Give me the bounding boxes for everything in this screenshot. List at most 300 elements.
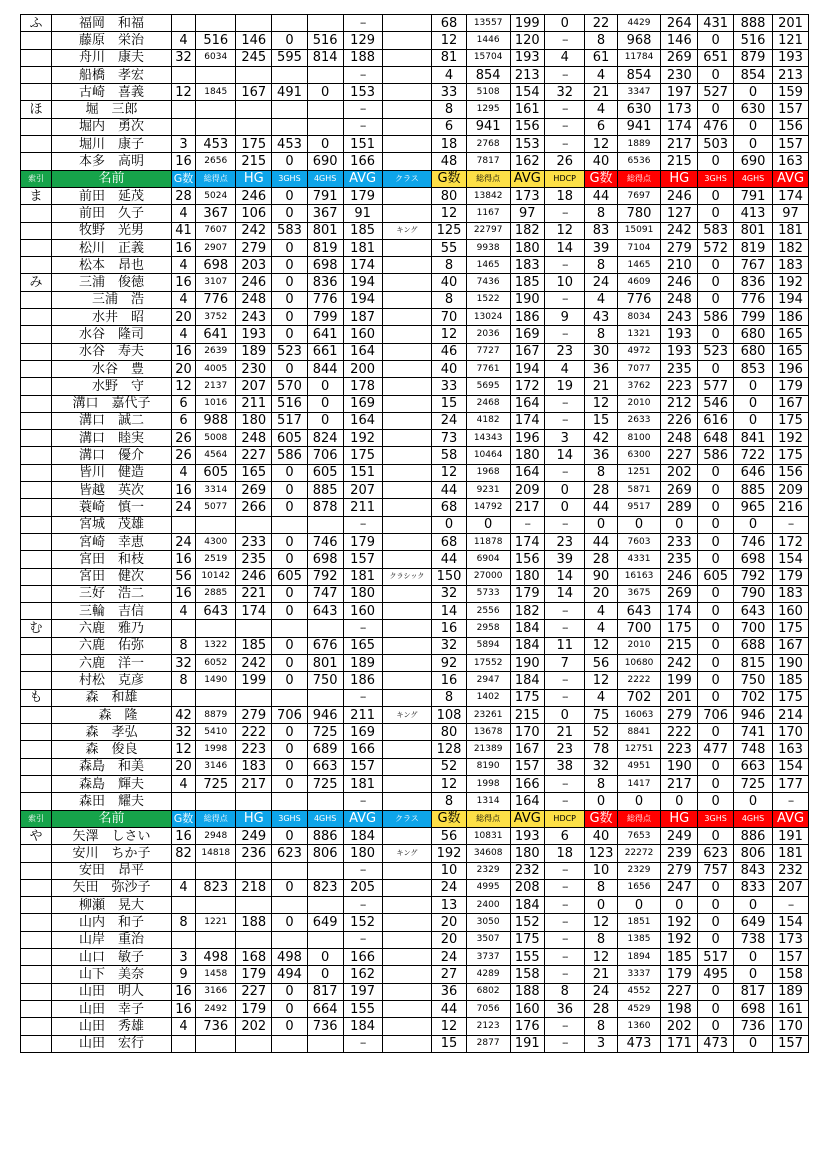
cell-ghs4-3: 690 [733,153,772,170]
cell-hg3: 243 [661,309,698,326]
cell-ghs4-1 [307,793,343,810]
cell-hg3: 233 [661,533,698,550]
cell-hg3: 179 [661,966,698,983]
cell-ghs3-3: 546 [698,395,734,412]
cell-g2: 15 [432,395,467,412]
cell-ghs3-3: 0 [698,482,734,499]
cell-ghs3-1: 0 [272,776,308,793]
cell-g1 [171,15,195,32]
cell-ghs4-3: 965 [733,499,772,516]
cell-avg2: 120 [510,32,545,49]
cell-hg1: 167 [236,84,272,101]
cell-ghs3-1: 0 [272,239,308,256]
cell-total3: 2633 [617,412,661,429]
cell-ghs4-3: 815 [733,654,772,671]
cell-total1: 1845 [196,84,236,101]
cell-avg3: 177 [773,776,809,793]
table-row [21,603,809,620]
cell-g3: 15 [585,412,617,429]
cell-total2: 0 [466,516,510,533]
cell-total3: 22272 [617,845,661,862]
cell-hg3: 226 [661,412,698,429]
cell-class [382,689,432,706]
cell-g1: 16 [171,585,195,602]
cell-total1: 1998 [196,741,236,758]
cell-class [382,603,432,620]
table-row [21,983,809,1000]
cell-g2: 92 [432,654,467,671]
cell-ghs3-3: 0 [698,32,734,49]
cell-name: 前田 久子 [52,205,172,222]
cell-total1 [196,101,236,118]
cell-name: 宮田 健次 [52,568,172,585]
cell-hdcp: 23 [545,741,585,758]
cell-hg3: 210 [661,257,698,274]
cell-avg2: 166 [510,776,545,793]
cell-total1: 1458 [196,966,236,983]
cell-hg3: 185 [661,949,698,966]
table-row [21,309,809,326]
cell-g1: 56 [171,568,195,585]
cell-hdcp: 4 [545,49,585,66]
cell-total2: 1465 [466,257,510,274]
cell-total1: 8879 [196,706,236,723]
table-row [21,551,809,568]
cell-hg1 [236,793,272,810]
cell-avg2: 215 [510,706,545,723]
cell-avg3: 165 [773,326,809,343]
cell-class [382,914,432,931]
cell-avg1: 160 [343,603,382,620]
cell-hdcp: 10 [545,274,585,291]
cell-hg3: 0 [661,793,698,810]
cell-ghs3-3: 0 [698,291,734,308]
table-row [21,724,809,741]
cell-class [382,257,432,274]
table-row [21,827,809,844]
header-total3: 総得点 [617,810,661,827]
cell-avg1: 188 [343,49,382,66]
cell-avg3: 173 [773,931,809,948]
cell-hg3: 217 [661,776,698,793]
table-row [21,758,809,775]
cell-avg1: -- [343,689,382,706]
cell-total2: 2947 [466,672,510,689]
cell-g2: 81 [432,49,467,66]
cell-g3: 83 [585,222,617,239]
cell-g1: 24 [171,533,195,550]
cell-hg1: 146 [236,32,272,49]
cell-avg1: 151 [343,136,382,153]
cell-total3: 4429 [617,15,661,32]
cell-ghs3-1 [272,931,308,948]
cell-ghs3-3: 0 [698,551,734,568]
cell-hdcp: 23 [545,343,585,360]
cell-total3: 6536 [617,153,661,170]
cell-g2: 18 [432,136,467,153]
cell-total3: 7104 [617,239,661,256]
cell-ghs3-3: 476 [698,118,734,135]
table-row [21,205,809,222]
cell-ghs4-3: 700 [733,620,772,637]
header-total3: 総得点 [617,170,661,187]
cell-total1: 725 [196,776,236,793]
cell-hg3: 198 [661,1000,698,1017]
cell-avg2: 157 [510,758,545,775]
cell-total2: 1998 [466,776,510,793]
cell-g1: 26 [171,430,195,447]
cell-ghs3-3: 577 [698,378,734,395]
cell-hg1: 248 [236,430,272,447]
cell-hg3: 239 [661,845,698,862]
cell-name: 古崎 喜義 [52,84,172,101]
cell-hg3: 227 [661,983,698,1000]
cell-total3: 1656 [617,879,661,896]
cell-avg1: -- [343,897,382,914]
cell-total1: 6034 [196,49,236,66]
cell-g2: 12 [432,776,467,793]
cell-ghs4-3: 698 [733,1000,772,1017]
cell-hdcp: -- [545,897,585,914]
cell-ghs4-3: 748 [733,741,772,758]
cell-class [382,291,432,308]
cell-ghs3-3: 0 [698,672,734,689]
cell-ghs3-3: 495 [698,966,734,983]
cell-g1: 4 [171,326,195,343]
cell-name: 山田 宏行 [52,1035,172,1052]
cell-ghs4-3: 649 [733,914,772,931]
cell-g2: 36 [432,983,467,1000]
cell-g2: 4 [432,66,467,83]
cell-ghs3-1: 0 [272,153,308,170]
cell-hdcp: 18 [545,187,585,204]
cell-ghs4-1: 806 [307,845,343,862]
cell-avg1: 157 [343,758,382,775]
table-row [21,482,809,499]
table-row [21,1000,809,1017]
cell-hdcp: 19 [545,378,585,395]
cell-avg2: 190 [510,291,545,308]
cell-total2: 2556 [466,603,510,620]
cell-avg1: 185 [343,222,382,239]
cell-avg1: 178 [343,378,382,395]
cell-ghs4-3: 663 [733,758,772,775]
cell-avg3: 192 [773,430,809,447]
cell-index [21,482,52,499]
cell-class [382,499,432,516]
cell-ghs4-3: 946 [733,706,772,723]
cell-ghs4-3: 854 [733,66,772,83]
cell-ghs3-1: 0 [272,326,308,343]
cell-index: ほ [21,101,52,118]
cell-avg1: -- [343,516,382,533]
cell-name: 村松 克彦 [52,672,172,689]
cell-class [382,395,432,412]
cell-total2: 34608 [466,845,510,862]
cell-total3: 10680 [617,654,661,671]
cell-ghs4-1: 725 [307,776,343,793]
cell-g3: 24 [585,983,617,1000]
cell-g3: 10 [585,862,617,879]
cell-hg1: 179 [236,1000,272,1017]
cell-ghs3-3: 0 [698,776,734,793]
cell-total1: 3314 [196,482,236,499]
cell-g1 [171,793,195,810]
cell-name: 山岸 重治 [52,931,172,948]
cell-hg3: 246 [661,568,698,585]
cell-class [382,136,432,153]
cell-hg3: 171 [661,1035,698,1052]
cell-name: 松本 昂也 [52,257,172,274]
cell-name: 森 俊良 [52,741,172,758]
cell-avg2: 153 [510,136,545,153]
cell-g2: 8 [432,291,467,308]
cell-total2: 5695 [466,378,510,395]
cell-g1: 4 [171,32,195,49]
cell-class [382,153,432,170]
cell-class [382,309,432,326]
cell-hdcp: 38 [545,758,585,775]
cell-hg3: 264 [661,15,698,32]
cell-hdcp: 7 [545,654,585,671]
table-row [21,533,809,550]
cell-total2: 2468 [466,395,510,412]
cell-ghs4-1: 886 [307,827,343,844]
header-g1: G数 [171,170,195,187]
cell-avg1: 184 [343,1018,382,1035]
table-row [21,464,809,481]
cell-total2: 8190 [466,758,510,775]
table-row [21,136,809,153]
cell-hdcp: -- [545,101,585,118]
cell-ghs4-3: 413 [733,205,772,222]
cell-g2: 12 [432,32,467,49]
cell-ghs4-1: 649 [307,914,343,931]
cell-name: 山口 敏子 [52,949,172,966]
header-ghs3-1: 3GHS [272,810,308,827]
cell-total3: 12751 [617,741,661,758]
cell-total1: 2639 [196,343,236,360]
cell-ghs4-1: 0 [307,395,343,412]
cell-total1: 2519 [196,551,236,568]
cell-ghs3-3: 0 [698,914,734,931]
cell-total3: 7077 [617,360,661,377]
cell-total2: 14792 [466,499,510,516]
cell-index [21,412,52,429]
cell-avg1: 179 [343,533,382,550]
cell-ghs4-3: 750 [733,672,772,689]
header-g2: G数 [432,810,467,827]
cell-g2: 33 [432,378,467,395]
cell-name: 三好 浩二 [52,585,172,602]
cell-total1 [196,689,236,706]
cell-name: 溝口 優介 [52,447,172,464]
cell-ghs4-3: 799 [733,309,772,326]
cell-g2: 32 [432,637,467,654]
cell-avg3: 159 [773,84,809,101]
table-row [21,15,809,32]
cell-ghs4-3: 819 [733,239,772,256]
cell-avg1: 189 [343,654,382,671]
cell-hdcp: -- [545,32,585,49]
table-row [21,793,809,810]
cell-avg2: 196 [510,430,545,447]
cell-avg3: 192 [773,274,809,291]
cell-hg3: 279 [661,239,698,256]
cell-total1: 1490 [196,672,236,689]
cell-name: 六鹿 佑弥 [52,637,172,654]
cell-class [382,1035,432,1052]
cell-hg1: 165 [236,464,272,481]
cell-index [21,205,52,222]
header-total2: 総得点 [466,170,510,187]
cell-total1: 4300 [196,533,236,550]
cell-ghs3-1: 0 [272,1018,308,1035]
table-row [21,931,809,948]
cell-class [382,931,432,948]
cell-ghs3-3: 0 [698,620,734,637]
cell-g3: 12 [585,672,617,689]
cell-total2: 3737 [466,949,510,966]
table-row [21,101,809,118]
cell-g3: 8 [585,205,617,222]
cell-g1: 3 [171,949,195,966]
table-row [21,672,809,689]
cell-total3: 2222 [617,672,661,689]
header-ghs4-3: 4GHS [733,170,772,187]
cell-avg1: -- [343,66,382,83]
header-hdcp: HDCP [545,170,585,187]
cell-index [21,499,52,516]
cell-total1 [196,118,236,135]
cell-ghs3-3: 583 [698,222,734,239]
cell-avg3: 157 [773,136,809,153]
cell-ghs3-1 [272,897,308,914]
cell-hg3: 192 [661,914,698,931]
cell-hg3: 269 [661,49,698,66]
cell-total1 [196,862,236,879]
cell-g2: 44 [432,551,467,568]
table-row [21,499,809,516]
cell-g3: 28 [585,1000,617,1017]
cell-ghs4-1: 885 [307,482,343,499]
cell-total3: 700 [617,620,661,637]
cell-avg1: 186 [343,672,382,689]
cell-total2: 7056 [466,1000,510,1017]
cell-name: 安田 昂平 [52,862,172,879]
cell-total2: 1295 [466,101,510,118]
cell-index [21,793,52,810]
cell-g3: 8 [585,257,617,274]
cell-class [382,32,432,49]
table-row [21,706,809,723]
cell-g3: 8 [585,776,617,793]
header-avg2: AVG [510,170,545,187]
cell-index [21,1018,52,1035]
cell-total1: 3166 [196,983,236,1000]
cell-index [21,239,52,256]
cell-total2: 15704 [466,49,510,66]
cell-avg1: 129 [343,32,382,49]
cell-class [382,1000,432,1017]
cell-ghs3-3: 648 [698,430,734,447]
cell-total3: 1417 [617,776,661,793]
cell-avg3: 186 [773,309,809,326]
cell-hdcp: -- [545,603,585,620]
cell-total3: 1851 [617,914,661,931]
cell-hg1: 217 [236,776,272,793]
cell-avg3: 214 [773,706,809,723]
cell-total3: 0 [617,793,661,810]
header-avg1: AVG [343,810,382,827]
cell-total1 [196,516,236,533]
cell-index [21,84,52,101]
cell-name: 船橋 孝宏 [52,66,172,83]
cell-ghs3-1 [272,15,308,32]
cell-name: 舟川 康夫 [52,49,172,66]
header-hg3: HG [661,810,698,827]
table-row [21,66,809,83]
cell-hg3: 227 [661,447,698,464]
cell-total1: 3146 [196,758,236,775]
cell-hg1: 215 [236,153,272,170]
cell-ghs3-3: 473 [698,1035,734,1052]
cell-total1: 2948 [196,827,236,844]
cell-hg1: 227 [236,983,272,1000]
cell-avg3: 189 [773,983,809,1000]
cell-hg1: 189 [236,343,272,360]
table-row [21,447,809,464]
cell-hg1 [236,620,272,637]
cell-total1: 5410 [196,724,236,741]
cell-index [21,153,52,170]
cell-g3: 21 [585,84,617,101]
cell-g2: 40 [432,360,467,377]
cell-hg3: 212 [661,395,698,412]
cell-index [21,585,52,602]
cell-avg2: 175 [510,931,545,948]
cell-hg1 [236,516,272,533]
cell-g1: 20 [171,758,195,775]
cell-ghs4-1: 736 [307,1018,343,1035]
cell-hg1: 230 [236,360,272,377]
cell-ghs3-3: 0 [698,1000,734,1017]
cell-hdcp: -- [545,1018,585,1035]
cell-g1: 16 [171,153,195,170]
cell-avg2: 156 [510,551,545,568]
cell-index [21,551,52,568]
cell-total3: 3762 [617,378,661,395]
cell-g1: 6 [171,412,195,429]
cell-g2: 32 [432,585,467,602]
cell-index [21,395,52,412]
cell-class [382,430,432,447]
cell-avg2: 169 [510,326,545,343]
cell-ghs3-3: 0 [698,464,734,481]
cell-g2: 20 [432,931,467,948]
cell-total3: 0 [617,516,661,533]
cell-ghs4-1: 664 [307,1000,343,1017]
cell-class [382,66,432,83]
cell-class [382,776,432,793]
table-row [21,222,809,239]
cell-avg1: 91 [343,205,382,222]
cell-g3: 40 [585,827,617,844]
cell-ghs4-1: 817 [307,983,343,1000]
cell-hg3: 222 [661,724,698,741]
cell-total2: 21389 [466,741,510,758]
cell-name: 蓑崎 慎一 [52,499,172,516]
